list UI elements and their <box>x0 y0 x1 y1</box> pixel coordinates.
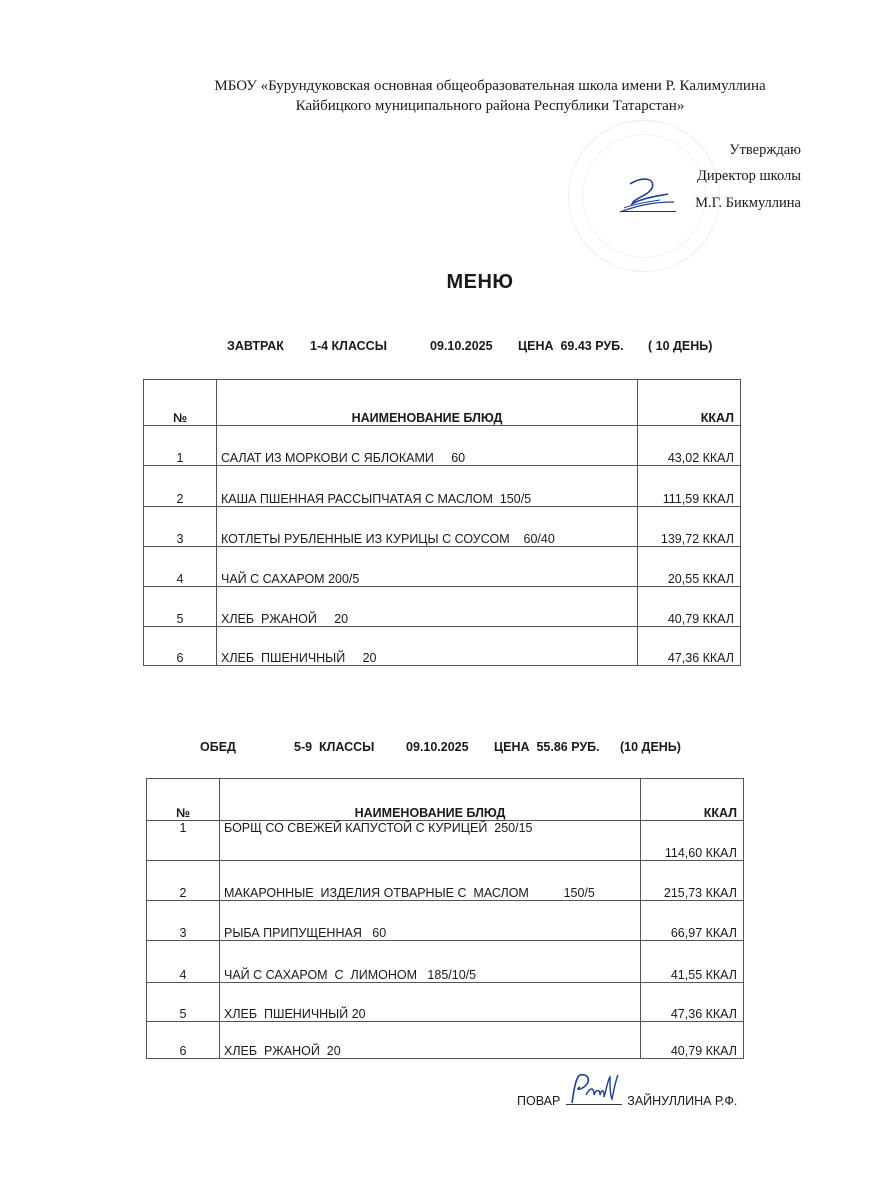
dish-kcal: 47,36 ККАЛ <box>641 983 744 1022</box>
table-row <box>147 861 744 901</box>
row-number: 5 <box>147 983 220 1022</box>
table-row <box>147 821 744 861</box>
row-number: 1 <box>147 821 220 861</box>
column-header-number: № <box>147 779 220 821</box>
table-row <box>147 941 744 983</box>
row-number: 1 <box>144 426 217 466</box>
approval-position: Директор школы <box>697 168 801 184</box>
column-header-kcal: ККАЛ <box>638 380 741 426</box>
table-header-row <box>147 779 744 821</box>
page-title: МЕНЮ <box>446 271 514 293</box>
table-row <box>144 547 741 587</box>
dish-kcal: 215,73 ККАЛ <box>641 861 744 901</box>
table-row <box>147 1022 744 1059</box>
director-signature-line <box>622 211 676 212</box>
dish-name: КАША ПШЕННАЯ РАССЫПЧАТАЯ С МАСЛОМ 150/5 <box>217 466 638 507</box>
menu-table-lunch <box>146 778 744 1059</box>
table-row <box>144 507 741 547</box>
dish-name: БОРЩ СО СВЕЖЕЙ КАПУСТОЙ С КУРИЦЕЙ 250/15 <box>220 821 641 861</box>
dish-name: РЫБА ПРИПУЩЕННАЯ 60 <box>220 901 641 941</box>
approval-director-name: М.Г. Бикмуллина <box>695 195 801 211</box>
dish-kcal: 139,72 ККАЛ <box>638 507 741 547</box>
dish-kcal: 43,02 ККАЛ <box>638 426 741 466</box>
row-number: 3 <box>144 507 217 547</box>
cook-signature-line <box>566 1104 622 1105</box>
column-header-number: № <box>144 380 217 426</box>
table-row <box>147 901 744 941</box>
table-row <box>144 587 741 627</box>
row-number: 6 <box>144 627 217 666</box>
dish-kcal: 111,59 ККАЛ <box>638 466 741 507</box>
dish-kcal: 114,60 ККАЛ <box>641 821 744 861</box>
dish-kcal: 47,36 ККАЛ <box>638 627 741 666</box>
row-number: 2 <box>144 466 217 507</box>
menu-table-breakfast <box>143 379 741 666</box>
organization-header <box>140 76 840 116</box>
row-number: 4 <box>147 941 220 983</box>
dish-kcal: 41,55 ККАЛ <box>641 941 744 983</box>
cook-signature-block <box>517 1094 737 1108</box>
dish-name: МАКАРОННЫЕ ИЗДЕЛИЯ ОТВАРНЫЕ С МАСЛОМ 150/5 <box>220 861 641 901</box>
dish-kcal: 40,79 ККАЛ <box>641 1022 744 1059</box>
section-2-meal: ОБЕД <box>200 740 236 754</box>
section-1-grades: 1-4 КЛАССЫ <box>310 339 387 353</box>
row-number: 4 <box>144 547 217 587</box>
organization-name-line1: МБОУ «Бурундуковская основная общеобразовательная школа имени Р. Калимуллина <box>214 78 766 94</box>
dish-name: КОТЛЕТЫ РУБЛЕННЫЕ ИЗ КУРИЦЫ С СОУСОМ 60/40 <box>217 507 638 547</box>
column-header-kcal: ККАЛ <box>641 779 744 821</box>
dish-kcal: 40,79 ККАЛ <box>638 587 741 627</box>
column-header-dish-name: НАИМЕНОВАНИЕ БЛЮД <box>220 779 641 821</box>
section-1-day: ( 10 ДЕНЬ) <box>648 339 713 353</box>
table-row <box>147 983 744 1022</box>
organization-name-line2: Кайбицкого муниципального района Республики Татарстан» <box>295 98 685 114</box>
section-1-date: 09.10.2025 <box>430 339 493 353</box>
row-number: 5 <box>144 587 217 627</box>
row-number: 6 <box>147 1022 220 1059</box>
cook-role: ПОВАР <box>517 1094 561 1108</box>
dish-name: САЛАТ ИЗ МОРКОВИ С ЯБЛОКАМИ 60 <box>217 426 638 466</box>
section-2-day: (10 ДЕНЬ) <box>620 740 681 754</box>
dish-name: ХЛЕБ РЖАНОЙ 20 <box>220 1022 641 1059</box>
dish-name: ЧАЙ С САХАРОМ С ЛИМОНОМ 185/10/5 <box>220 941 641 983</box>
section-1-price: ЦЕНА 69.43 РУБ. <box>518 339 624 353</box>
dish-kcal: 20,55 ККАЛ <box>638 547 741 587</box>
table-row <box>144 627 741 666</box>
dish-name: ЧАЙ С САХАРОМ 200/5 <box>217 547 638 587</box>
table-header-row <box>144 380 741 426</box>
row-number: 2 <box>147 861 220 901</box>
cook-name: ЗАЙНУЛЛИНА Р.Ф. <box>627 1094 738 1108</box>
approval-label: Утверждаю <box>729 142 801 158</box>
dish-kcal: 66,97 ККАЛ <box>641 901 744 941</box>
table-row <box>144 426 741 466</box>
section-2-price: ЦЕНА 55.86 РУБ. <box>494 740 600 754</box>
dish-name: ХЛЕБ ПШЕНИЧНЫЙ 20 <box>217 627 638 666</box>
section-1-meal: ЗАВТРАК <box>227 339 284 353</box>
column-header-dish-name: НАИМЕНОВАНИЕ БЛЮД <box>217 380 638 426</box>
section-2-date: 09.10.2025 <box>406 740 469 754</box>
dish-name: ХЛЕБ РЖАНОЙ 20 <box>217 587 638 627</box>
table-row <box>144 466 741 507</box>
dish-name: ХЛЕБ ПШЕНИЧНЫЙ 20 <box>220 983 641 1022</box>
row-number: 3 <box>147 901 220 941</box>
section-2-grades: 5-9 КЛАССЫ <box>294 740 375 754</box>
